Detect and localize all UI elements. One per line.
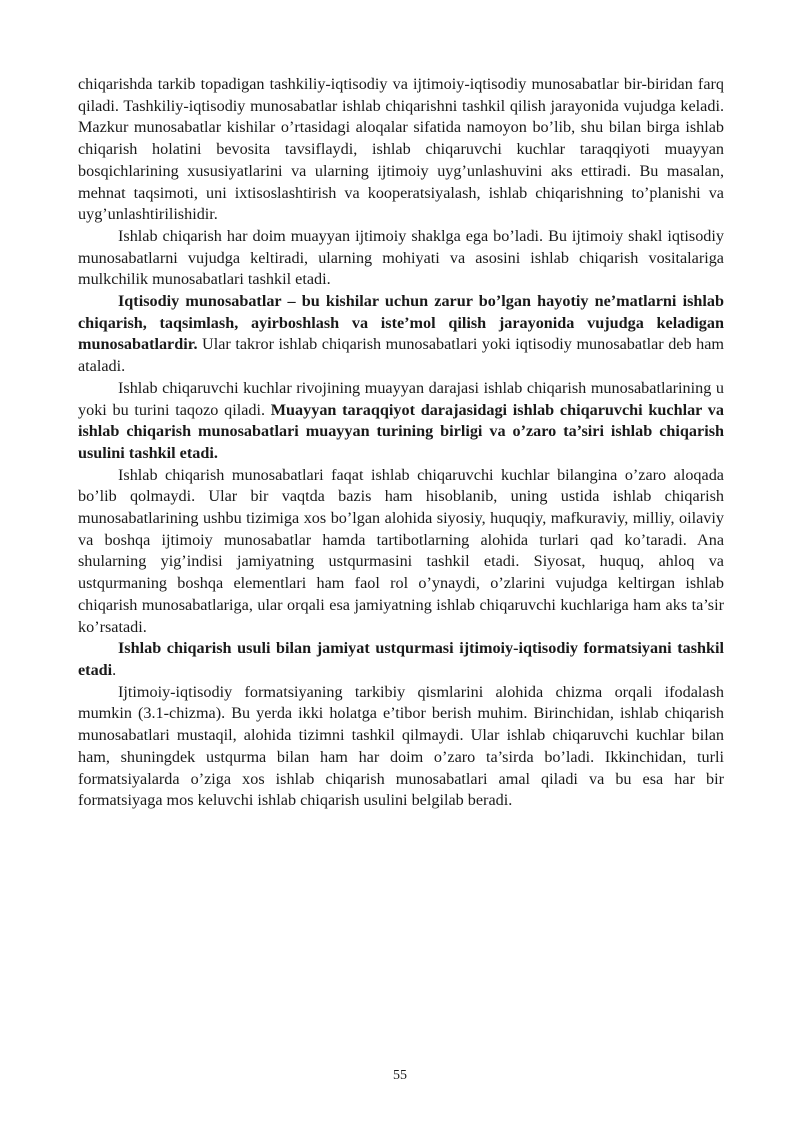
text-run: chiqarishda tarkib topadigan tashkiliy-iqtisodiy va ijtimoiy-iqtisodiy munosabatlar bir-biridan farq qiladi. Tashkiliy-iqtisodiy munosabatlar ishlab chiqarishni tashkil qilish jarayonida vujudga keladi. Mazkur munosabatlar kishilar o’rtasidagi aloqalar sifatida namoyon bo’lib, shu bilan birga ishlab chiqarish holatini bevosita tavsiflaydi, ishlab chiqaruvchi kuchlar taraqqiyoti muayyan bosqichlarining xususiyatlarini va ularning ijtimoiy uyg’unlashuvini aks ettiradi. Bu masalan, mehnat taqsimoti, uni ixtisoslashtirish va kooperatsiyalash, ishlab chiqarishning to’planishi va uyg’unlashtirilishidir. — [78, 75, 724, 224]
document-body — [78, 74, 724, 812]
text-run: . — [112, 660, 117, 679]
paragraph — [78, 378, 724, 465]
text-run: Ishlab chiqaruvchi kuchlar rivojining muayyan darajasi ishlab chiqarish munosabatlarining u yoki bu turini taqozo qiladi. — [78, 378, 724, 419]
paragraph — [78, 465, 724, 639]
paragraph — [78, 291, 724, 378]
paragraph — [78, 74, 724, 226]
paragraph — [78, 638, 724, 681]
bold-text-run: Iqtisodiy munosabatlar – bu kishilar uchun zarur bo’lgan hayotiy ne’matlarni ishlab chiqarish, taqsimlash, ayirboshlash va iste’mol qilish jarayonida vujudga keladigan munosabatlardir. — [78, 292, 724, 354]
page-number: 55 — [393, 1068, 407, 1083]
text-run: Ular takror ishlab chiqarish munosabatlari yoki iqtisodiy munosabatlar deb ham ataladi. — [78, 335, 724, 376]
bold-text-run: Ishlab chiqarish usuli bilan jamiyat ustqurmasi ijtimoiy-iqtisodiy formatsiyani tashkil etadi — [78, 639, 724, 679]
text-run: Ishlab chiqarish har doim muayyan ijtimoiy shaklga ega bo’ladi. Bu ijtimoiy shakl iqtisodiy munosabatlarni vujudga keltiradi, ularning mohiyati va asosini ishlab chiqarish vositalariga mulkchilik munosabatlari tashkil etadi. — [78, 226, 724, 289]
bold-text-run: Muayyan taraqqiyot darajasidagi ishlab chiqaruvchi kuchlar va ishlab chiqarish munosabatlari muayyan turining birligi va o’zaro ta’siri ishlab chiqarish usulini tashkil etadi. — [78, 400, 724, 462]
paragraph — [78, 226, 724, 291]
text-run: Ishlab chiqarish munosabatlari faqat ishlab chiqaruvchi kuchlar bilangina o’zaro aloqada bo’lib qolmaydi. Ular bir vaqtda bazis ham hisoblanib, uning ustida ishlab chiqarish munosabatlarining ushbu tizimiga xos bo’lgan alohida siyosiy, huquqiy, mafkuraviy, milliy, oilaviy va boshqa ijtimoiy munosabatlar hamda tartibotlarning alohida turlari qad ko’taradi. Ana shularning yig’indisi jamiyatning ustqurmasini tashkil etadi. Siyosat, huquq, ahloq va ustqurmaning boshqa elementlari ham faol rol o’ynaydi, o’zlarini vujudga keltirgan ishlab chiqarish munosabatlariga, ular orqali esa jamiyatning ishlab chiqaruvchi kuchlariga ham aks ta’sir ko’rsatadi. — [78, 465, 724, 636]
text-run: Ijtimoiy-iqtisodiy formatsiyaning tarkibiy qismlarini alohida chizma orqali ifodalash mumkin (3.1-chizma). Bu yerda ikki holatga e’tibor berish muhim. Birinchidan, ishlab chiqarish munosabatlari mustaqil, alohida tizimni tashkil qilmaydi. Ular ishlab chiqaruvchi kuchlar bilan ham, shuningdek ustqurma bilan ham har doim o’zaro ta’sirda bo’ladi. Ikkinchidan, turli formatsiyalarda o’ziga xos ishlab chiqarish munosabatlari amal qiladi va bu esa har bir formatsiyaga mos keluvchi ishlab chiqarish usulini belgilab beradi. — [78, 682, 724, 810]
paragraph — [78, 682, 724, 812]
